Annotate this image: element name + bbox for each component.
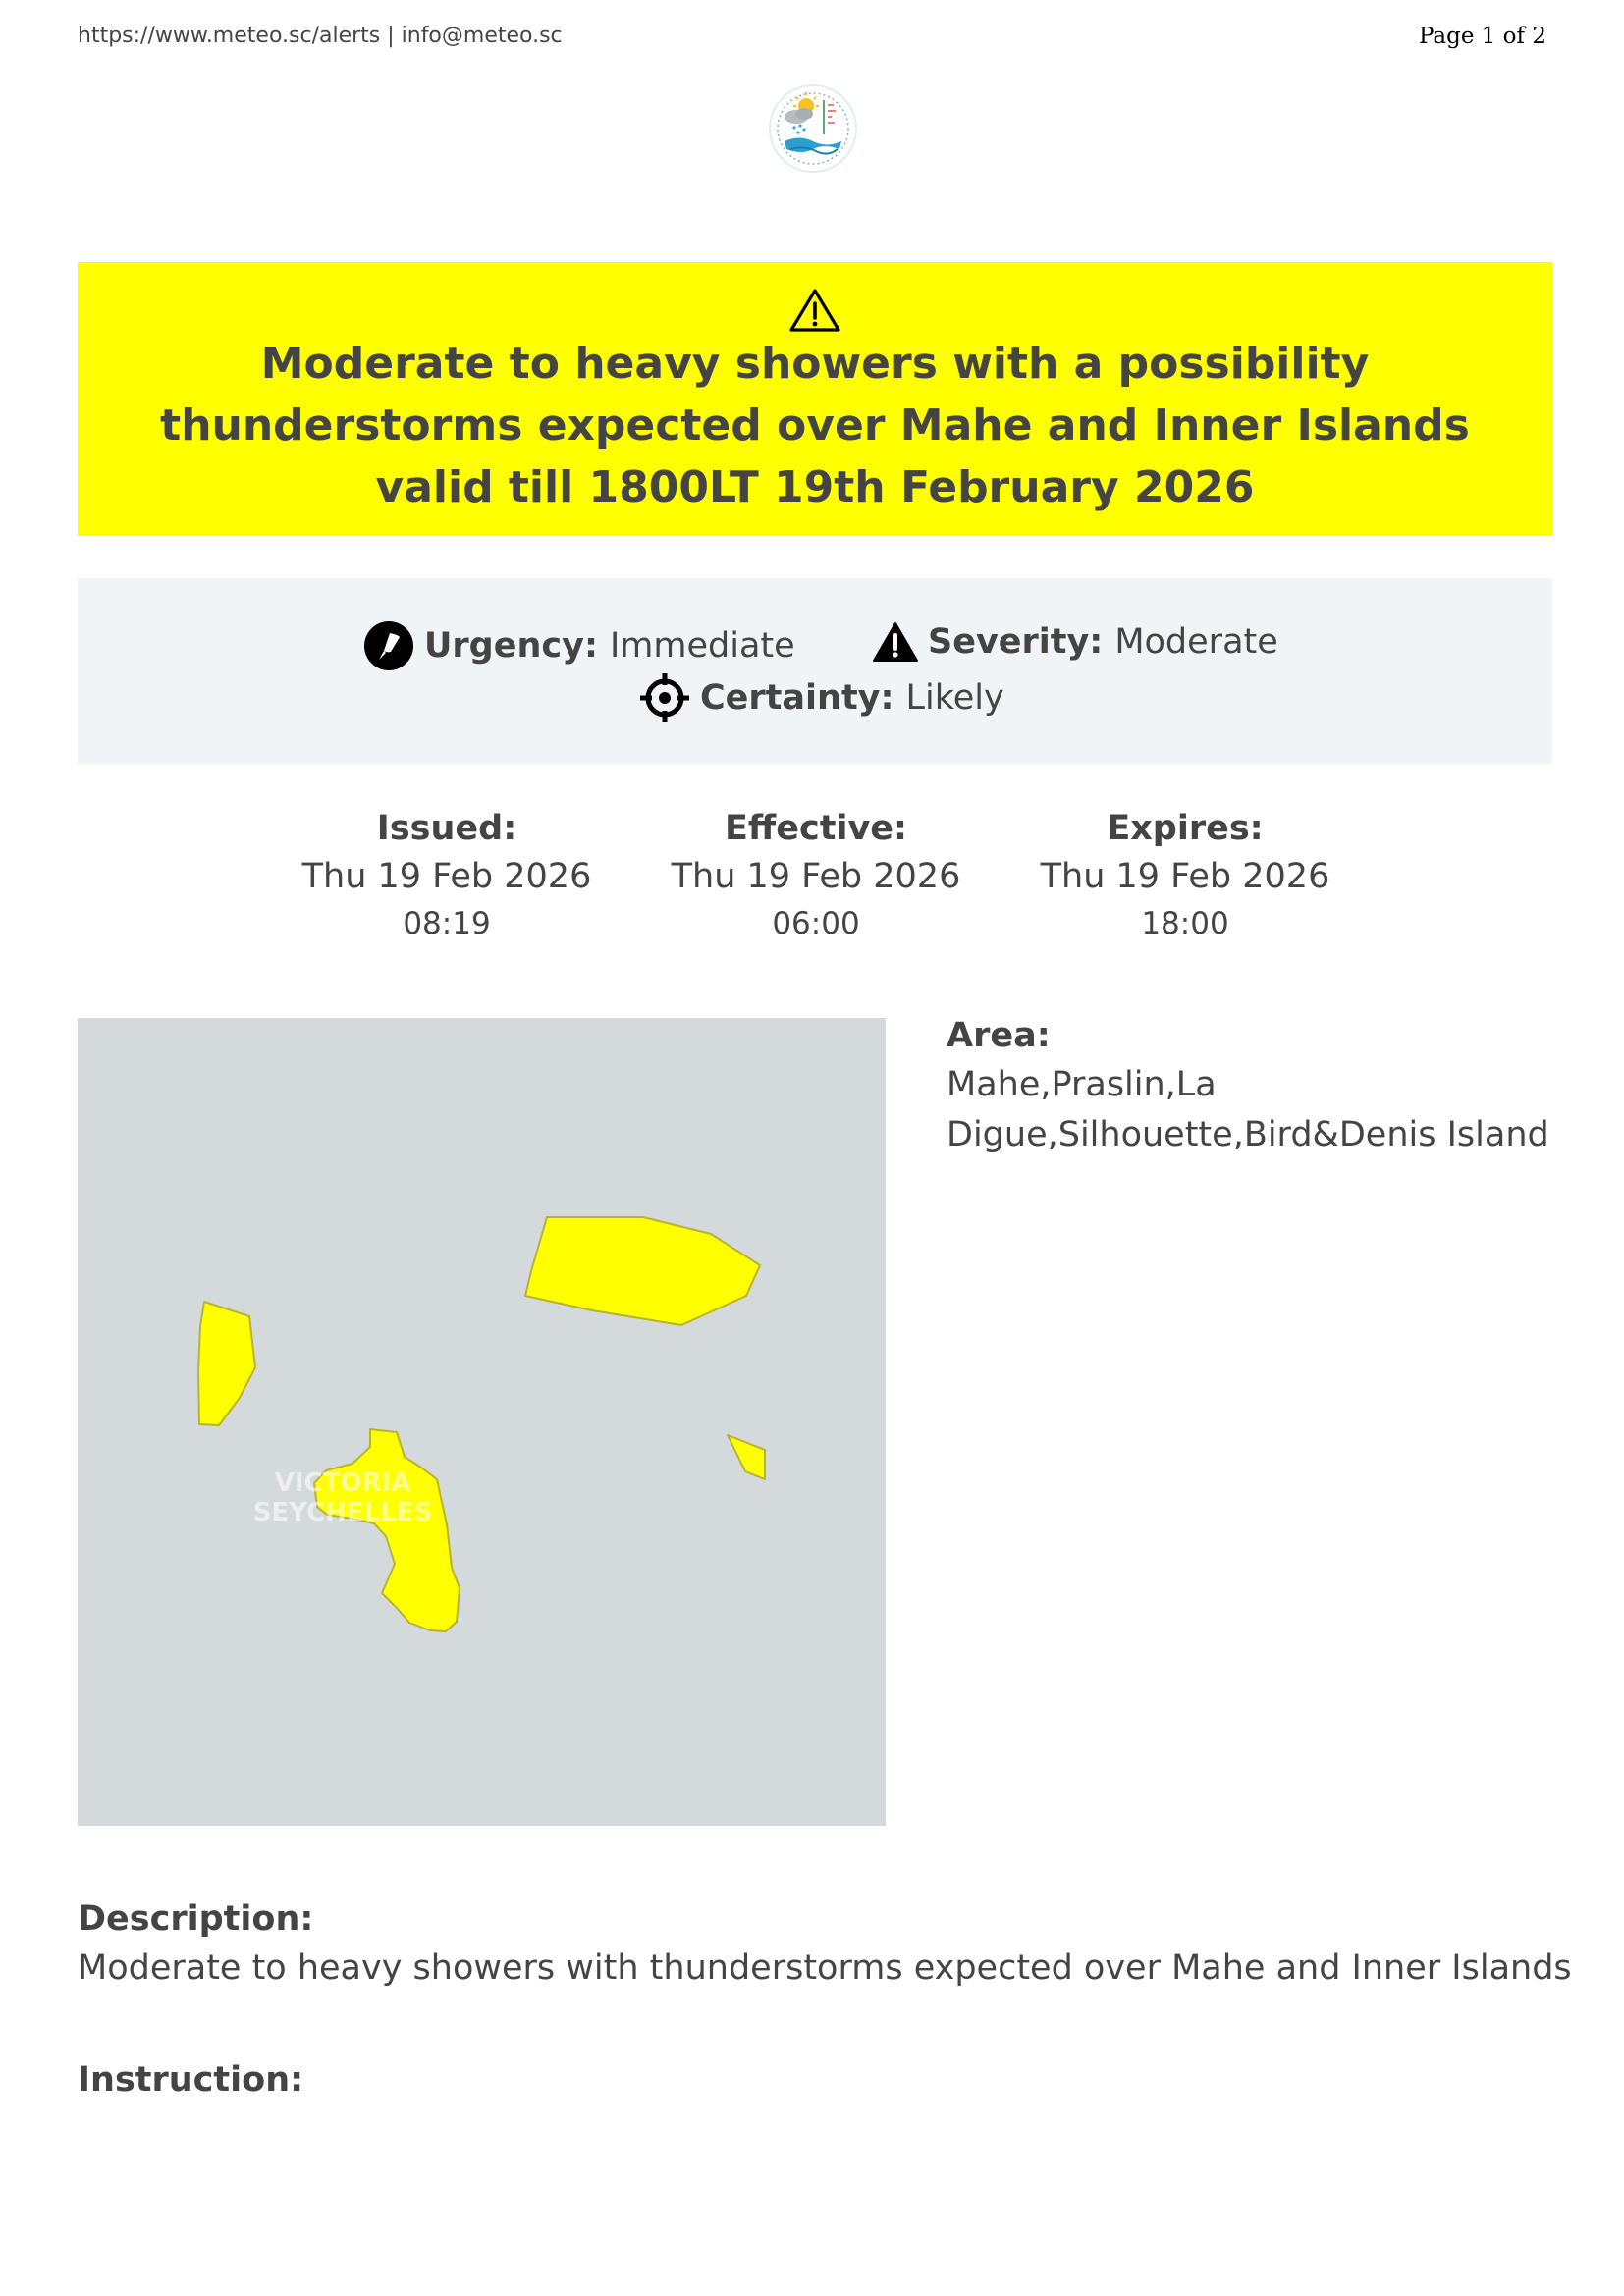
urgency-label: Urgency: xyxy=(424,626,598,666)
alert-title: Moderate to heavy showers with a possibility thunderstorms expected over Mahe and Inner Islands valid till 1800LT 19th February 2026 xyxy=(160,339,1470,512)
map-label-seychelles: SEYCHELLES xyxy=(252,1498,433,1527)
map-canvas xyxy=(78,1018,886,1826)
urgency-value: Immediate xyxy=(609,626,795,666)
praslin-island xyxy=(525,1217,760,1325)
alert-meta-box xyxy=(78,578,1552,764)
meteo-logo-icon xyxy=(765,80,861,177)
effective-time: 06:00 xyxy=(772,906,860,941)
warning-triangle-icon xyxy=(788,287,841,334)
severity-value: Moderate xyxy=(1114,622,1278,662)
effective-date: Thu 19 Feb 2026 xyxy=(671,857,961,896)
expires-column xyxy=(1001,807,1370,946)
page-header xyxy=(78,24,1546,59)
severity xyxy=(873,620,1278,664)
description-label: Description: xyxy=(78,1899,314,1939)
expires-label: Expires: xyxy=(1107,809,1264,848)
issued-label: Issued: xyxy=(376,809,517,848)
description-text: Moderate to heavy showers with thunderstorms expected over Mahe and Inner Islands xyxy=(78,1949,1572,1988)
header-links[interactable]: https://www.meteo.sc/alerts | info@meteo.sc xyxy=(78,24,563,48)
alert-banner xyxy=(78,262,1552,536)
issued-column xyxy=(262,807,631,946)
silhouette-island xyxy=(198,1302,255,1425)
certainty-label: Certainty: xyxy=(700,678,894,718)
effective-label: Effective: xyxy=(724,809,908,848)
urgency xyxy=(363,620,795,671)
clock-icon xyxy=(363,620,414,671)
issued-time: 08:19 xyxy=(403,906,491,941)
map-label-victoria: VICTORIA xyxy=(274,1468,411,1498)
expires-date: Thu 19 Feb 2026 xyxy=(1040,857,1330,896)
severity-warning-icon xyxy=(873,621,918,663)
instruction-label: Instruction: xyxy=(78,2060,304,2100)
effective-column xyxy=(631,807,1001,946)
meteo-logo xyxy=(765,80,861,177)
crosshair-icon xyxy=(639,672,690,723)
la-digue-island xyxy=(728,1435,765,1479)
area-label: Area: xyxy=(947,1016,1051,1055)
expires-time: 18:00 xyxy=(1141,906,1229,941)
area-value: Mahe,Praslin,La Digue,Silhouette,Bird&Denis Island xyxy=(947,1065,1549,1154)
mahe-island xyxy=(314,1429,460,1631)
certainty-value: Likely xyxy=(905,678,1004,718)
alert-area-map[interactable] xyxy=(78,1018,886,1826)
certainty xyxy=(639,672,1004,723)
alert-dates xyxy=(0,807,1624,954)
area-section xyxy=(947,1011,1555,1160)
page-number: Page 1 of 2 xyxy=(1418,24,1546,49)
issued-date: Thu 19 Feb 2026 xyxy=(301,857,592,896)
severity-label: Severity: xyxy=(928,622,1104,662)
